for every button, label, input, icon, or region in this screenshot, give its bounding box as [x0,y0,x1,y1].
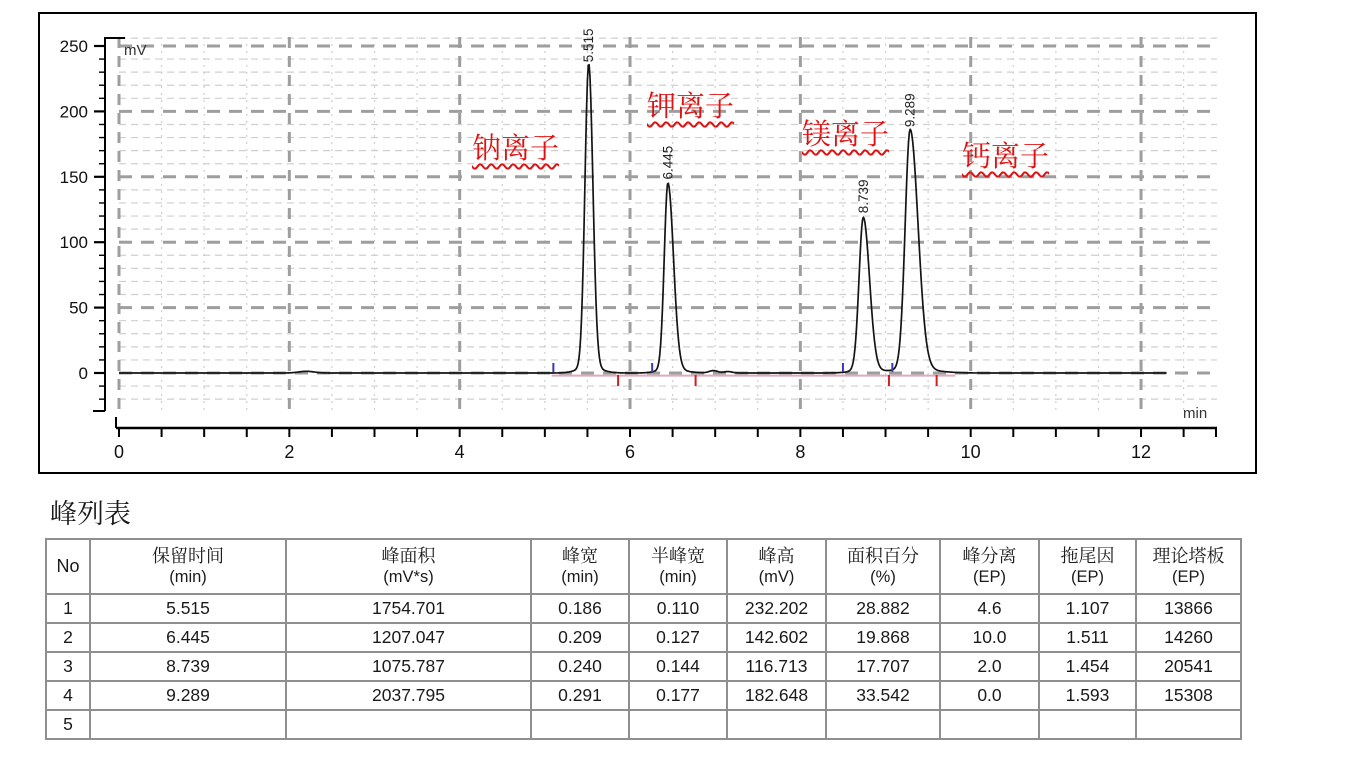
table-cell: 20541 [1136,652,1241,681]
table-cell: 1.511 [1039,623,1136,652]
table-cell: 0.240 [531,652,629,681]
table-cell [826,710,940,739]
annotation-calcium-ion: 钙离子 [962,139,1050,173]
table-cell: 232.202 [727,594,826,623]
peak-rt-label: 5.515 [581,28,597,63]
annotation-sodium-ion: 钠离子 [472,131,560,165]
table-cell: 19.868 [826,623,940,652]
peak-table-header [46,539,1241,594]
table-cell: 17.707 [826,652,940,681]
table-cell: 142.602 [727,623,826,652]
peak-table [45,538,1242,740]
table-cell: 15308 [1136,681,1241,710]
table-cell: 33.542 [826,681,940,710]
peak-table-header-row [46,539,1241,594]
y-tick-label: 200 [59,102,88,122]
annotation-potassium-ion: 钾离子 [647,89,735,123]
table-cell: 5.515 [90,594,286,623]
table-cell: 10.0 [940,623,1039,652]
table-cell: 182.648 [727,681,826,710]
table-row [46,652,1241,681]
column-header: No [46,539,90,594]
table-cell: 0.209 [531,623,629,652]
table-cell [629,710,727,739]
table-cell: 2 [46,623,90,652]
column-header: 半峰宽 (min) [629,539,727,594]
table-cell: 0.186 [531,594,629,623]
x-tick-label: 0 [113,442,125,462]
table-cell: 116.713 [727,652,826,681]
table-cell: 4 [46,681,90,710]
x-tick-label: 8 [795,442,806,462]
x-axis-unit-label: min [1183,405,1208,422]
x-tick-label: 6 [625,442,636,462]
table-row [46,623,1241,652]
table-row [46,594,1241,623]
table-cell: 1754.701 [286,594,531,623]
table-cell: 6.445 [90,623,286,652]
table-row [46,681,1241,710]
table-cell: 8.739 [90,652,286,681]
column-header: 面积百分 (%) [826,539,940,594]
table-cell [940,710,1039,739]
table-cell: 0.144 [629,652,727,681]
y-tick-label: 50 [69,298,88,318]
table-cell: 2037.795 [286,681,531,710]
table-cell: 5 [46,710,90,739]
table-cell [286,710,531,739]
y-tick-label: 0 [78,364,88,383]
peak-rt-label: 6.445 [660,145,676,180]
table-cell: 28.882 [826,594,940,623]
column-header: 理论塔板 (EP) [1136,539,1241,594]
table-cell: 0.0 [940,681,1039,710]
table-cell [531,710,629,739]
y-tick-label: 250 [59,37,88,56]
x-tick-label: 12 [1131,442,1152,462]
table-cell: 3 [46,652,90,681]
table-cell [727,710,826,739]
table-cell [90,710,286,739]
table-cell: 0.177 [629,681,727,710]
y-tick-label: 150 [59,167,88,187]
x-tick-label: 2 [284,442,295,462]
peak-table-title: 峰列表 [50,499,131,530]
table-cell: 4.6 [940,594,1039,623]
table-row [46,710,1241,739]
column-header: 拖尾因 (EP) [1039,539,1136,594]
column-header: 峰分离 (EP) [940,539,1039,594]
table-cell: 13866 [1136,594,1241,623]
chromatogram-plot [40,14,1255,472]
table-cell [1039,710,1136,739]
chromatogram-frame [38,12,1257,474]
table-cell: 1207.047 [286,623,531,652]
peak-rt-label: 8.739 [855,179,871,214]
table-cell: 0.110 [629,594,727,623]
column-header: 保留时间 (min) [90,539,286,594]
y-axis-unit-label: mV [124,42,147,59]
annotation-magnesium-ion: 镁离子 [802,117,890,151]
table-cell: 14260 [1136,623,1241,652]
column-header: 峰宽 (min) [531,539,629,594]
x-tick-label: 4 [454,442,465,462]
table-cell: 0.127 [629,623,727,652]
table-cell: 1075.787 [286,652,531,681]
x-tick-label: 10 [960,442,981,462]
table-cell: 1.454 [1039,652,1136,681]
table-cell [1136,710,1241,739]
column-header: 峰高 (mV) [727,539,826,594]
table-cell: 9.289 [90,681,286,710]
peak-table-body [46,594,1241,739]
table-cell: 1.593 [1039,681,1136,710]
column-header: 峰面积 (mV*s) [286,539,531,594]
table-cell: 1 [46,594,90,623]
y-tick-label: 100 [59,233,88,253]
table-cell: 1.107 [1039,594,1136,623]
table-cell: 0.291 [531,681,629,710]
table-cell: 2.0 [940,652,1039,681]
peak-rt-label: 9.289 [902,93,918,128]
